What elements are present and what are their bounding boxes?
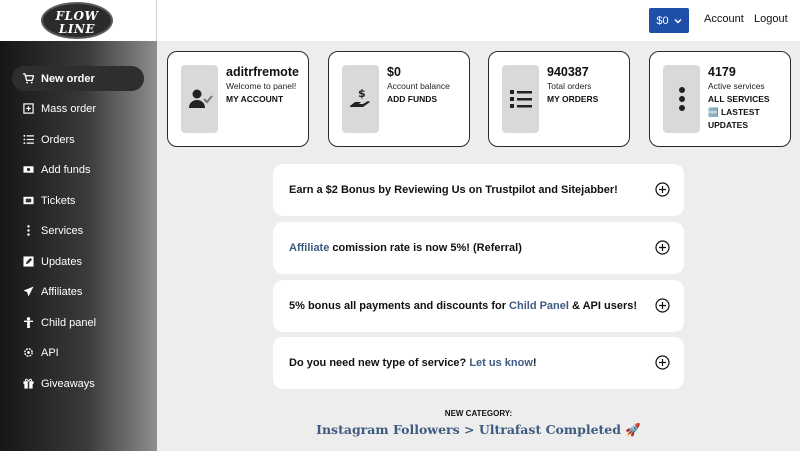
announcement-affiliate[interactable]: [273, 222, 684, 274]
sidebar-item-label: Orders: [41, 133, 75, 146]
announcement-text: Do you need new type of service? Let us know!: [289, 357, 537, 369]
sidebar-item-label: Add funds: [41, 163, 91, 176]
paper-plane-icon: [22, 286, 34, 298]
announcement-child-panel[interactable]: [273, 280, 684, 332]
sidebar-item-label: Giveaways: [41, 377, 95, 390]
announcement-text: Affiliate comission rate is now 5%! (Referral): [289, 242, 522, 254]
orders-card: [488, 51, 630, 147]
user-check-icon: [181, 65, 218, 133]
my-account-link[interactable]: MY ACCOUNT: [226, 94, 284, 104]
child-panel-link[interactable]: Child Panel: [509, 300, 569, 312]
list-icon: [502, 65, 539, 133]
sidebar-item-updates[interactable]: [12, 249, 144, 274]
add-funds-link[interactable]: ADD FUNDS: [387, 94, 438, 104]
sidebar-item-add-funds[interactable]: [12, 157, 144, 182]
latest-updates-link[interactable]: 🆕 LASTEST UPDATES: [708, 107, 760, 130]
sidebar-item-label: Services: [41, 224, 84, 237]
dots-vertical-icon: [22, 225, 34, 237]
list-icon: [22, 134, 34, 146]
chevron-down-icon: [674, 18, 682, 24]
announcement-new-service[interactable]: [273, 337, 684, 389]
sidebar-item-giveaways[interactable]: [12, 371, 144, 396]
money-icon: [22, 164, 34, 176]
logo-area: [0, 0, 157, 41]
active-services-label: Active services: [708, 81, 765, 91]
cart-icon: [22, 73, 34, 85]
balance-amount: $0: [387, 65, 401, 79]
sidebar-item-orders[interactable]: [12, 127, 144, 152]
balance-label: Account balance: [387, 81, 450, 91]
balance-card: [328, 51, 470, 147]
gear-icon: [22, 347, 34, 359]
total-orders-value: 940387: [547, 65, 589, 79]
balance-dropdown[interactable]: [649, 8, 689, 33]
sidebar-item-label: Updates: [41, 255, 82, 268]
logo[interactable]: [41, 2, 113, 39]
sidebar-item-label: Child panel: [41, 316, 97, 329]
all-services-link[interactable]: ALL SERVICES: [708, 94, 770, 104]
expand-plus-icon[interactable]: [655, 298, 670, 313]
sidebar-item-api[interactable]: [12, 340, 144, 365]
logout-link[interactable]: Logout: [754, 13, 788, 25]
ticket-icon: [22, 195, 34, 207]
my-orders-link[interactable]: MY ORDERS: [547, 94, 599, 104]
account-link[interactable]: Account: [704, 13, 744, 25]
dots-vertical-icon: [663, 65, 700, 133]
gift-icon: [22, 378, 34, 390]
hand-dollar-icon: [342, 65, 379, 133]
services-card: [649, 51, 791, 147]
announcement-text: Earn a $2 Bonus by Reviewing Us on Trustpilot and Sitejabber!: [289, 184, 618, 196]
child-icon: [22, 317, 34, 329]
sidebar-item-services[interactable]: [12, 218, 144, 243]
new-category-label: NEW CATEGORY:: [444, 409, 513, 418]
new-category-text: Instagram Followers > Ultrafast Completed 🚀: [316, 422, 641, 437]
sidebar-item-mass-order[interactable]: [12, 96, 144, 121]
total-orders-label: Total orders: [547, 81, 592, 91]
svg-text:$: $: [357, 87, 366, 100]
edit-icon: [22, 256, 34, 268]
sidebar-item-label: New order: [41, 72, 95, 85]
plus-square-icon: [22, 103, 34, 115]
announcement-text: 5% bonus all payments and discounts for Child Panel & API users!: [289, 300, 638, 312]
sidebar-item-label: Tickets: [41, 194, 76, 207]
welcome-text: Welcome to panel!: [226, 81, 297, 91]
let-us-know-link[interactable]: Let us know: [469, 357, 533, 369]
sidebar-item-label: Affiliates: [41, 285, 83, 298]
username: aditrfremote: [226, 65, 299, 79]
expand-plus-icon[interactable]: [655, 355, 670, 370]
active-services-value: 4179: [708, 65, 736, 79]
account-card: [167, 51, 309, 147]
topbar: [157, 0, 800, 41]
sidebar-item-affiliates[interactable]: [12, 279, 144, 304]
balance-value: $0: [656, 14, 669, 27]
expand-plus-icon[interactable]: [655, 240, 670, 255]
affiliate-link[interactable]: Affiliate: [289, 242, 330, 254]
expand-plus-icon[interactable]: [655, 182, 670, 197]
sidebar-item-tickets[interactable]: [12, 188, 144, 213]
sidebar-item-child-panel[interactable]: [12, 310, 144, 335]
sidebar-item-label: API: [41, 346, 59, 359]
sidebar-item-new-order[interactable]: [12, 66, 144, 91]
sidebar: [0, 41, 157, 451]
logo-text: FLOW LINE: [55, 9, 99, 36]
announcement-trustpilot[interactable]: [273, 164, 684, 216]
sidebar-item-label: Mass order: [41, 102, 97, 115]
